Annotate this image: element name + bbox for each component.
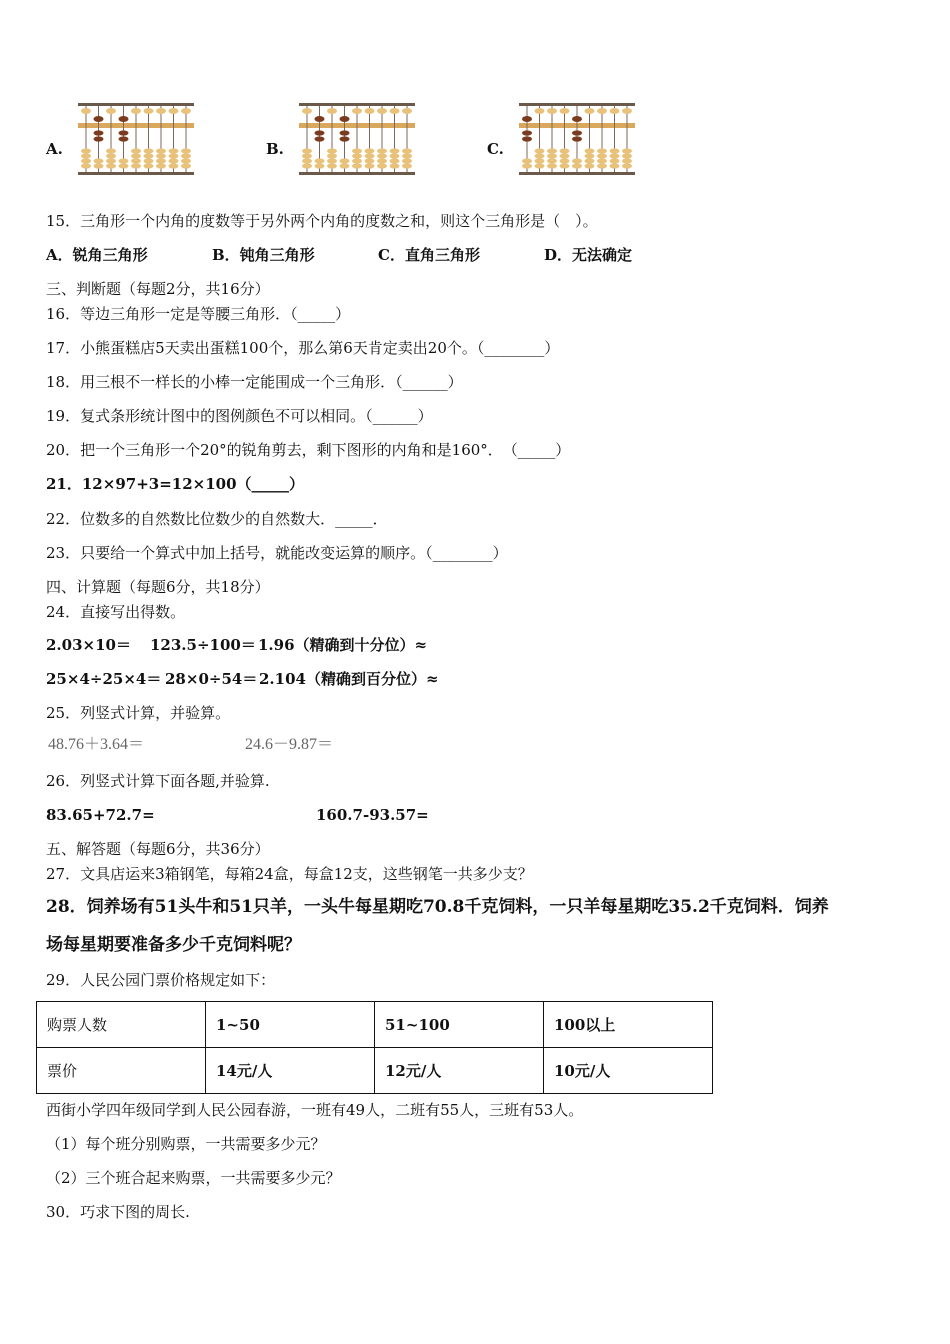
q23: 23．只要给一个算式中加上括号，就能改变运算的顺序。（________）: [46, 544, 508, 562]
table-cell: 1~50: [206, 1002, 375, 1048]
table-row: [37, 1002, 713, 1048]
option-b-label: B.: [266, 140, 284, 158]
q24-expr-2: 123.5÷100＝: [150, 636, 256, 654]
q29-sub1: （1）每个班分别购票，一共需要多少元？: [46, 1135, 326, 1153]
q28-line2: 场每星期要准备多少千克饲料呢？: [46, 935, 301, 955]
q15-option-b: B．钝角三角形: [212, 246, 315, 264]
q20: 20．把一个三角形一个20°的锐角剪去，剩下图形的内角和是160°． （_____）: [46, 441, 571, 459]
table-cell: 购票人数: [37, 1002, 206, 1048]
table-cell: 100以上: [544, 1002, 713, 1048]
abacus-c-image: [519, 103, 635, 175]
q26-expr-1: 83.65+72.7=: [46, 806, 155, 824]
q28-line1: 28．饲养场有51头牛和51只羊，一头牛每星期吃70.8千克饲料，一只羊每星期吃35.2千克饲料．饲养: [46, 897, 829, 917]
section3-title: 三、判断题（每题2分，共16分）: [46, 280, 270, 298]
table-row: [37, 1048, 713, 1094]
q24-row2: [46, 669, 439, 689]
q15-option-d: D．无法确定: [544, 246, 633, 264]
q16: 16．等边三角形一定是等腰三角形．（_____）: [46, 305, 351, 323]
q17: 17．小熊蛋糕店5天卖出蛋糕100个，那么第6天肯定卖出20个。（________）: [46, 339, 560, 357]
q15-option-a: A．锐角三角形: [46, 246, 148, 264]
q15-option-c: C．直角三角形: [378, 246, 480, 264]
q22: 22．位数多的自然数比位数少的自然数大．_____．: [46, 510, 388, 528]
q25-expr-1: 48.76＋3.64＝: [48, 736, 145, 753]
q24-expr-3: 1.96（精确到十分位）≈: [258, 636, 428, 654]
q29-desc: 西街小学四年级同学到人民公园春游，一班有49人，二班有55人，三班有53人。: [46, 1101, 584, 1119]
q24-expr-4: 25×4÷25×4＝: [46, 670, 162, 688]
q27: 27．文具店运来3箱钢笔，每箱24盒，每盒12支，这些钢笔一共多少支？: [46, 865, 533, 883]
option-c-label: C.: [487, 140, 504, 158]
table-cell: 51~100: [375, 1002, 544, 1048]
table-cell: 14元/人: [206, 1048, 375, 1094]
section4-title: 四、计算题（每题6分，共18分）: [46, 578, 270, 596]
q21: 21．12×97+3=12×100（_____）: [46, 475, 305, 493]
q25-stem: 25．列竖式计算，并验算。: [46, 704, 231, 722]
q19: 19．复式条形统计图中的图例颜色不可以相同。（______）: [46, 407, 433, 425]
q25-expr-2: 24.6－9.87＝: [245, 736, 334, 753]
q24-row1: [46, 635, 427, 655]
section5-title: 五、解答题（每题6分，共36分）: [46, 840, 270, 858]
q29-sub2: （2）三个班合起来购票，一共需要多少元？: [46, 1169, 341, 1187]
abacus-a-image: [78, 103, 194, 175]
option-a-label: A.: [46, 140, 63, 158]
q25-exprs: [48, 735, 333, 755]
q26-expr-2: 160.7-93.57=: [316, 806, 429, 824]
q24-expr-5: 28×0÷54＝: [165, 670, 258, 688]
table-cell: 10元/人: [544, 1048, 713, 1094]
ticket-price-table: [36, 1001, 713, 1094]
q15-options: [46, 245, 632, 265]
q24-stem: 24．直接写出得数。: [46, 603, 186, 621]
q18: 18．用三根不一样长的小棒一定能围成一个三角形．（______）: [46, 373, 463, 391]
q26-exprs: [46, 805, 429, 825]
q29-stem: 29．人民公园门票价格规定如下：: [46, 971, 276, 989]
q24-expr-6: 2.104（精确到百分位）≈: [259, 670, 439, 688]
table-cell: 12元/人: [375, 1048, 544, 1094]
q15-stem: 15．三角形一个内角的度数等于另外两个内角的度数之和，则这个三角形是（ ）。: [46, 212, 598, 230]
q30: 30．巧求下图的周长.: [46, 1203, 190, 1221]
abacus-b-image: [299, 103, 415, 175]
q24-expr-1: 2.03×10＝: [46, 636, 131, 654]
q26-stem: 26．列竖式计算下面各题,并验算.: [46, 772, 270, 790]
table-cell: 票价: [37, 1048, 206, 1094]
